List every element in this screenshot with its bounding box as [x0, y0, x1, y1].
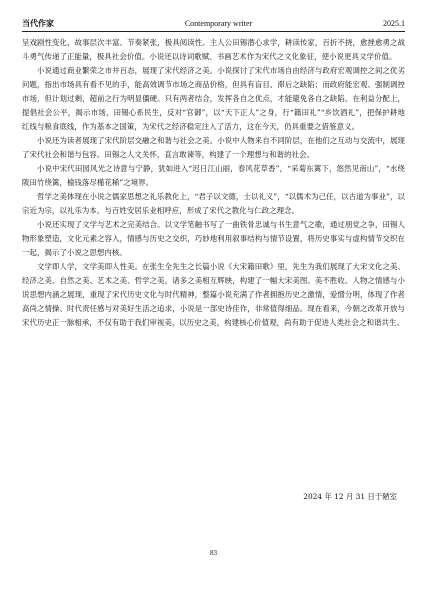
paragraph: 呈戏剧性变化，故事层次丰富、节奏紧张，极具阅读性。主人公田锡潜心求学，耕读传家，百折不挠，愈挫愈勇之战斗勇气传递了正能量，极具社会价值。小说还以诗词歌赋、书画艺术作为宋代之文化象征，使小说更具文学价值。 [22, 38, 405, 61]
page-header [22, 14, 405, 28]
paragraph: 文学即人学，文学美即人性美。在张生全先生之长篇小说《大宋籍田歌》里，先生为我们展现了大宋文化之美、经济之美、自然之美、艺术之美、哲学之美，诸多之美相互辉映，构建了一幅大宋美图。美不胜收。人物之情感与小说思想内涵之展现，重现了宋代历史文化与时代精神，整篇小说充满了作者拥抱历史之激情，爱憎分明，体现了作者高尚之情操、时代责任感与对美好生活之追求，小说是一部史诗佳作，非常值得细品。现在看来，今朝之改革开放与宋代历史正一脉相承，不仅有助于我们审视美，以历史之美，构建核心价值观，尚有助于促进人类社会之和谐共生。 [22, 262, 405, 327]
journal-name-chinese: 当代作家 [22, 19, 54, 28]
paragraph: 小说通过商业繁荣之市井百态，展现了宋代经济之美。小说探讨了宋代市场自由经济与政府宏观调控之间之优劣问题，指出市场具有看不见的手，能高效调节市场之商品价格，但具有盲目、滞后之缺陷；而政府能宏观、强制调控市场，但计划过剩，超前之行为明显僵硬。只有两者结合，发挥各自之优点，才能避免各自之缺陷。在利益分配上，提倡社会公平，揭示市场，田锡心系民生，反对“官御”，以“天下正人”之身，行“籍田礼”“乡饮酒礼”，把保护耕地红线与粮食底线，作为基本之国策，为宋代之经济稳定注入了活力，这在今天，仍具重要之借鉴意义。 [22, 66, 405, 131]
header-rule [22, 31, 405, 32]
paragraph: 哲学之美体现在小说之儒家思想之礼乐教化上，“君子以文德，士以礼义”，“以儒术为己任，以古道为事业”，以宗近为宗，以礼乐为本，与百姓安居乐业相呼应，形成了宋代之教化与仁政之理念。 [22, 192, 405, 215]
journal-name-english: Contemporary writer [184, 19, 253, 28]
signature-date: 2024 年 12 月 31 日于陋室 [303, 492, 397, 501]
paragraph: 小说还实现了文学与艺术之完美结合。以文学笔触书写了一曲铁骨忠诚与书生意气之歌，通过朋党之争，田锡人物形象塑造，文化元素之容入，情感与历史之交织，巧妙地利用叙事结构与情节设置，将历史事实与虚构情节交织在一起，揭示了小说之思想内核。 [22, 220, 405, 257]
page-number: 83 [210, 549, 217, 557]
paragraph: 小说还为读者展现了宋代阶层交融之和谐与社会之美。小说中人物来自不同阶层，在他们之互动与交流中，展现了宋代社会和谐与包容。田锡之人文关怀，直言敢谏等，构建了一个理想与和谐的社会。 [22, 136, 405, 159]
paragraph: 小说中宋代田园风光之诗意与宁静，犹如进入“迟日江山丽，春风花草香”，“采菊东篱下，悠然见南山”，“水绕陂田竹绕篱，榆钱落尽槿花稀”之境界。 [22, 164, 405, 187]
issue-number: 2025.1 [383, 19, 405, 28]
article-body [22, 36, 405, 330]
